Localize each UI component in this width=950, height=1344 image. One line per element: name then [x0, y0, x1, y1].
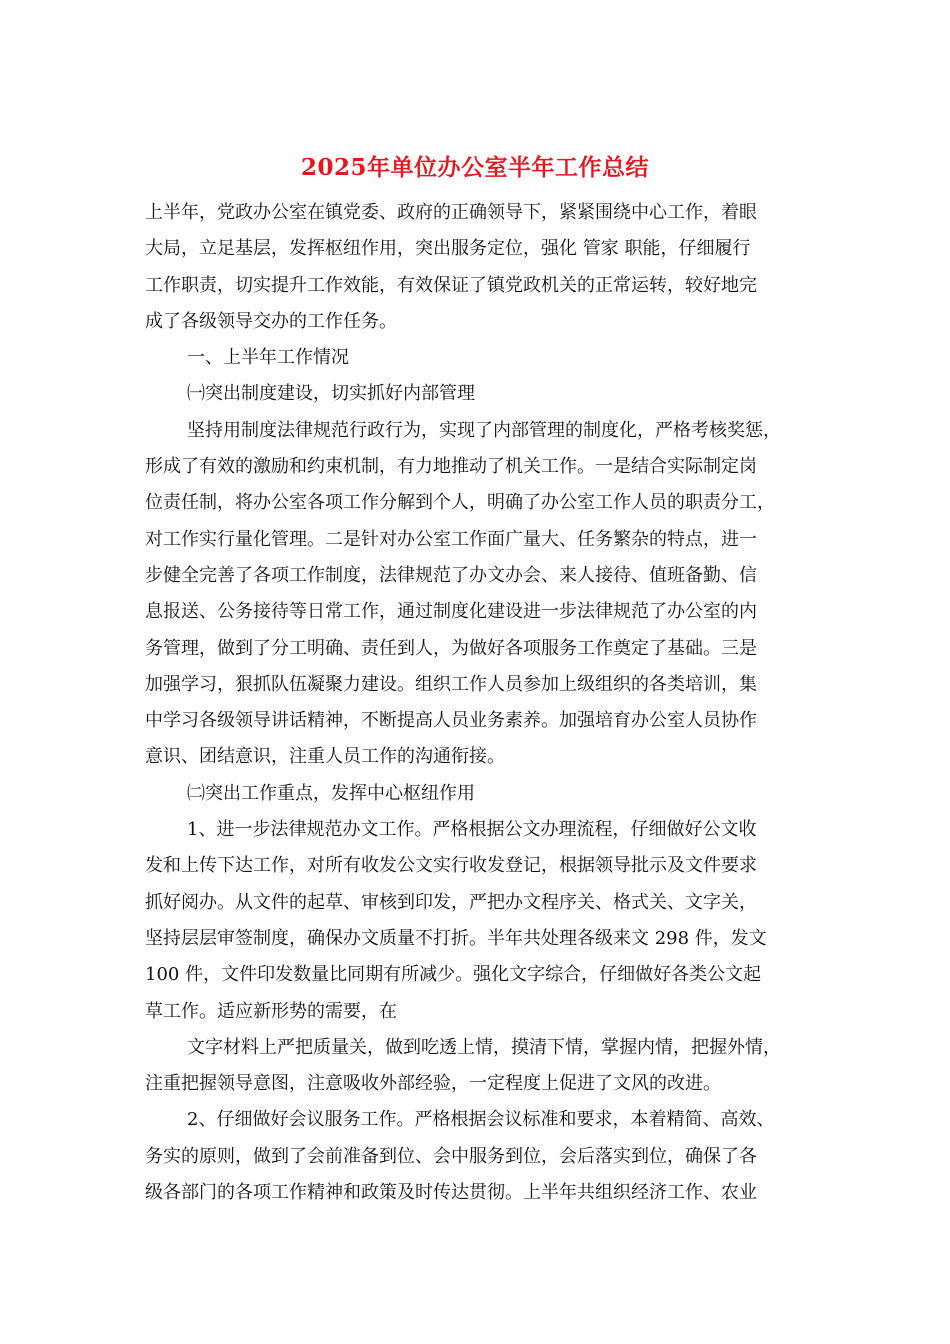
text-line: 抓好阅办。从文件的起草、审核到印发，严把办文程序关、格式关、文字关， — [145, 891, 757, 913]
text-line: 发和上传下达工作，对所有收发公文实行收发登记，根据领导批示及文件要求 — [145, 855, 757, 877]
text-line: 坚持用制度法律规范行政行为，实现了内部管理的制度化，严格考核奖惩， — [187, 419, 781, 441]
text-line: 上半年，党政办公室在镇党委、政府的正确领导下，紧紧围绕中心工作，着眼 — [145, 202, 757, 223]
text-line: ㈡突出工作重点，发挥中心枢纽作用 — [187, 782, 475, 804]
text-line: 级各部门的各项工作精神和政策及时传达贯彻。上半年共组织经济工作、农业 — [145, 1182, 757, 1204]
text-line: 工作职责，切实提升工作效能，有效保证了镇党政机关的正常运转，较好地完 — [145, 274, 757, 296]
text-line: 加强学习，狠抓队伍凝聚力建设。组织工作人员参加上级组织的各类培训，集 — [145, 673, 757, 695]
text-line: 大局，立足基层，发挥枢纽作用，突出服务定位，强化 管家 职能，仔细履行 — [145, 238, 751, 260]
text-line: 草工作。适应新形势的需要，在 — [145, 1000, 397, 1022]
text-line: 文字材料上严把质量关，做到吃透上情，摸清下情，掌握内情，把握外情， — [187, 1036, 781, 1058]
text-line: 坚持层层审签制度，确保办文质量不打折。半年共处理各级来文 298 件，发文 — [145, 927, 767, 949]
document-title: 2025年单位办公室半年工作总结 — [300, 154, 649, 181]
text-line: 形成了有效的激励和约束机制，有力地推动了机关工作。一是结合实际制定岗 — [145, 456, 757, 478]
text-line: 2、仔细做好会议服务工作。严格根据会议标准和要求，本着精简、高效、 — [187, 1109, 775, 1131]
text-line: 成了各级领导交办的工作任务。 — [145, 310, 397, 332]
text-line: 中学习各级领导讲话精神，不断提高人员业务素养。加强培育办公室人员协作 — [145, 710, 757, 732]
text-line: 一、上半年工作情况 — [187, 347, 349, 369]
document-body — [145, 195, 835, 1211]
text-line: 对工作实行量化管理。二是针对办公室工作面广量大、任务繁杂的特点，进一 — [145, 528, 757, 550]
text-line: 意识、团结意识，注重人员工作的沟通衔接。 — [145, 746, 505, 768]
text-line: 100 件，文件印发数量比同期有所减少。强化文字综合，仔细做好各类公文起 — [145, 964, 762, 986]
text-line: 位责任制，将办公室各项工作分解到个人，明确了办公室工作人员的职责分工， — [145, 492, 775, 514]
text-line: 务实的原则，做到了会前准备到位、会中服务到位，会后落实到位，确保了各 — [145, 1145, 757, 1167]
text-line: ㈠突出制度建设，切实抓好内部管理 — [187, 383, 475, 405]
text-line: 息报送、公务接待等日常工作，通过制度化建设进一步法律规范了办公室的内 — [145, 601, 757, 623]
text-line: 注重把握领导意图，注意吸收外部经验，一定程度上促进了文风的改进。 — [145, 1073, 721, 1095]
text-line: 步健全完善了各项工作制度，法律规范了办文办会、来人接待、值班备勤、信 — [145, 564, 757, 586]
text-line: 1、进一步法律规范办文工作。严格根据公文办理流程，仔细做好公文收 — [187, 819, 757, 841]
text-line: 务管理，做到了分工明确、责任到人，为做好各项服务工作奠定了基础。三是 — [145, 637, 757, 659]
